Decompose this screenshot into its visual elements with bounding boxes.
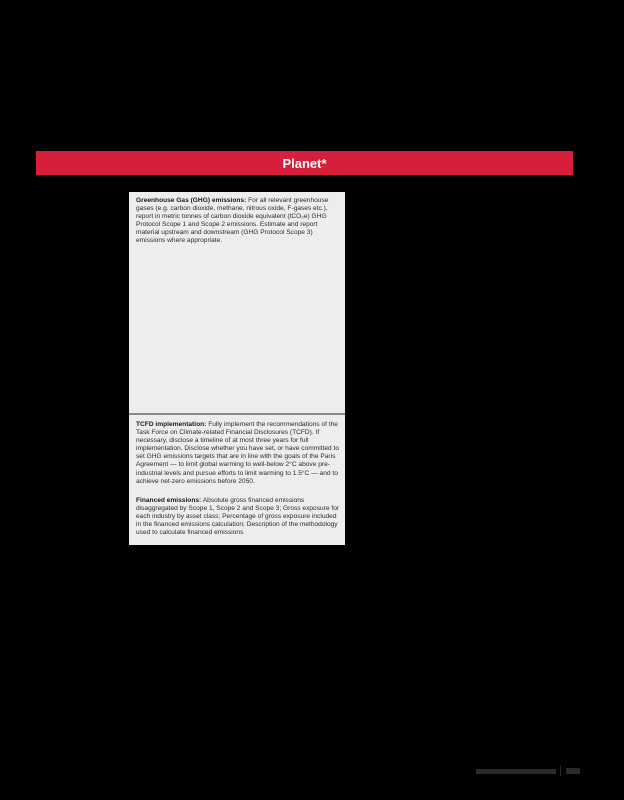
footer-bar [476, 769, 556, 774]
tcfd-implementation-heading: TCFD implementation: [136, 421, 207, 428]
financed-emissions-paragraph [136, 497, 340, 537]
card-divider [129, 413, 345, 415]
page-number-block [566, 768, 580, 774]
section-title: Planet* [282, 155, 327, 171]
footer-divider [560, 766, 561, 776]
ghg-emissions-text: For all relevant greenhouse gases (e.g. carbon dioxide, methane, nitrous oxide, F-gases etc.), report in metric tonnes of carbon dioxide equivalent (tCO₂e) GHG Protocol Scope 1 and Scope 2 emissions. Estimate and report material upstream and downstream (GHG Protocol Scope 3) emissions where appropriate. [136, 197, 329, 245]
tcfd-implementation-paragraph [136, 421, 340, 486]
financed-emissions-text: Absolute gross financed emissions disaggregated by Scope 1, Scope 2 and Scope 3; Gross exposure for each industry by asset class; Percentage of gross exposure included in the financed emissions calculation; Description of the methodology used to calculate financed emissions [136, 497, 340, 537]
ghg-emissions-heading: Greenhouse Gas (GHG) emissions: [136, 197, 247, 204]
tcfd-implementation-text: Fully implement the recommendations of the Task Force on Climate-related Financial Disclosures (TCFD). If necessary, disclose a timeline of at most three years for full implementation. Disclose whether you have set, or have committed to set GHG emissions targets that are in line with the goals of the Paris Agreement — to limit global warming to well-below 2°C above pre-industrial levels and pursue efforts to limit warming to 1.5°C — and to achieve net-zero emissions before 2050. [136, 421, 340, 485]
ghg-emissions-paragraph [136, 197, 340, 246]
financed-emissions-heading: Financed emissions: [136, 497, 202, 504]
section-banner [36, 151, 573, 175]
metrics-card [129, 192, 345, 545]
